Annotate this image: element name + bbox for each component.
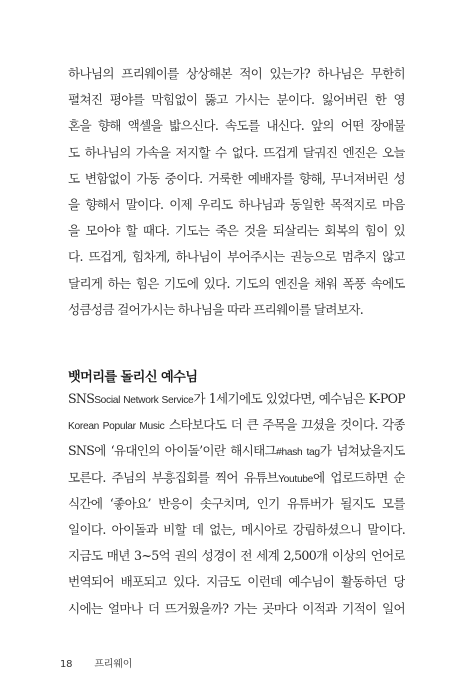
text-segment: 모른다. 주님의 부흥집회를 찍어 유튜브 xyxy=(68,469,279,485)
page-footer xyxy=(60,655,132,670)
text-line: 다. 뜨겁게, 힘차게, 하나님이 부어주시는 권능으로 멈추지 않고 xyxy=(68,249,405,265)
text-line: 시에는 얼마나 더 뜨거웠을까? 가는 곳마다 이적과 기적이 일어 xyxy=(68,600,405,616)
text-line: 성큼성큼 걸어가시는 하나님을 따라 프리웨이를 달려보자. xyxy=(68,301,363,317)
text-line: 을 향해서 말이다. 이제 우리도 하나님과 동일한 목적지로 마음 xyxy=(68,196,405,212)
text-segment: SNS xyxy=(68,391,95,406)
text-segment: 에 업로드하면 순 xyxy=(313,469,405,485)
text-segment: 가 1세기에도 있었다면, 예수님은 K-POP xyxy=(193,391,405,406)
text-line: 도 변함없이 가동 중이다. 거룩한 예배자를 향해, 무너져버린 성 xyxy=(68,170,405,186)
text-line: 식간에 ‘좋아요’ 반응이 솟구치며, 인기 유튜버가 될지도 모를 xyxy=(68,495,405,511)
text-segment: 가 넘쳐났을지도 xyxy=(319,443,405,459)
text-line xyxy=(68,438,405,464)
paragraph-jesus xyxy=(68,386,405,622)
text-line: 하나님의 프리웨이를 상상해본 적이 있는가? 하나님은 무한히 xyxy=(68,66,405,81)
text-line: 도 하나님의 가속을 저지할 수 없다. 뜨겁게 달궈진 엔진은 오늘 xyxy=(68,144,405,160)
gloss-text: Youtube xyxy=(278,473,314,485)
text-segment: 스타보다도 더 큰 주목을 끄셨을 것이다. 각종 xyxy=(164,417,405,433)
text-line: 일이다. 아이돌과 비할 데 없는, 메시아로 강림하셨으니 말이다. xyxy=(68,521,405,537)
text-line: 번역되어 배포되고 있다. 지금도 이런데 예수님이 활동하던 당 xyxy=(68,574,405,590)
text-segment: SNS에 ‘유대인의 아이돌’이란 해시태그 xyxy=(68,443,277,459)
text-line xyxy=(68,386,405,412)
text-line: 달리게 하는 힘은 기도에 있다. 기도의 엔진을 채워 폭풍 속에도 xyxy=(68,275,405,291)
page-number: 18 xyxy=(60,659,73,670)
text-line xyxy=(68,412,405,438)
text-line: 을 모아야 할 때다. 기도는 죽은 것을 되살리는 회복의 힘이 있 xyxy=(68,223,405,239)
gloss-text: #hash tag xyxy=(276,447,320,459)
text-line: 지금도 매년 3~5억 권의 성경이 전 세계 2,500개 이상의 언어로 xyxy=(68,548,405,564)
text-line: 혼을 향해 액셀을 밟으신다. 속도를 내신다. 앞의 어떤 장애물 xyxy=(68,118,405,134)
gloss-text: Korean Popular Music xyxy=(68,421,165,433)
paragraph-freeway xyxy=(68,61,405,323)
text-line: 펼쳐진 평야를 막힘없이 뚫고 가시는 분이다. 잃어버린 한 영 xyxy=(68,92,405,108)
running-title: 프리웨이 xyxy=(94,659,133,670)
text-line xyxy=(68,465,405,491)
section-heading: 뱃머리를 돌리신 예수님 xyxy=(68,370,198,385)
gloss-text: Social Network Service xyxy=(94,395,194,406)
